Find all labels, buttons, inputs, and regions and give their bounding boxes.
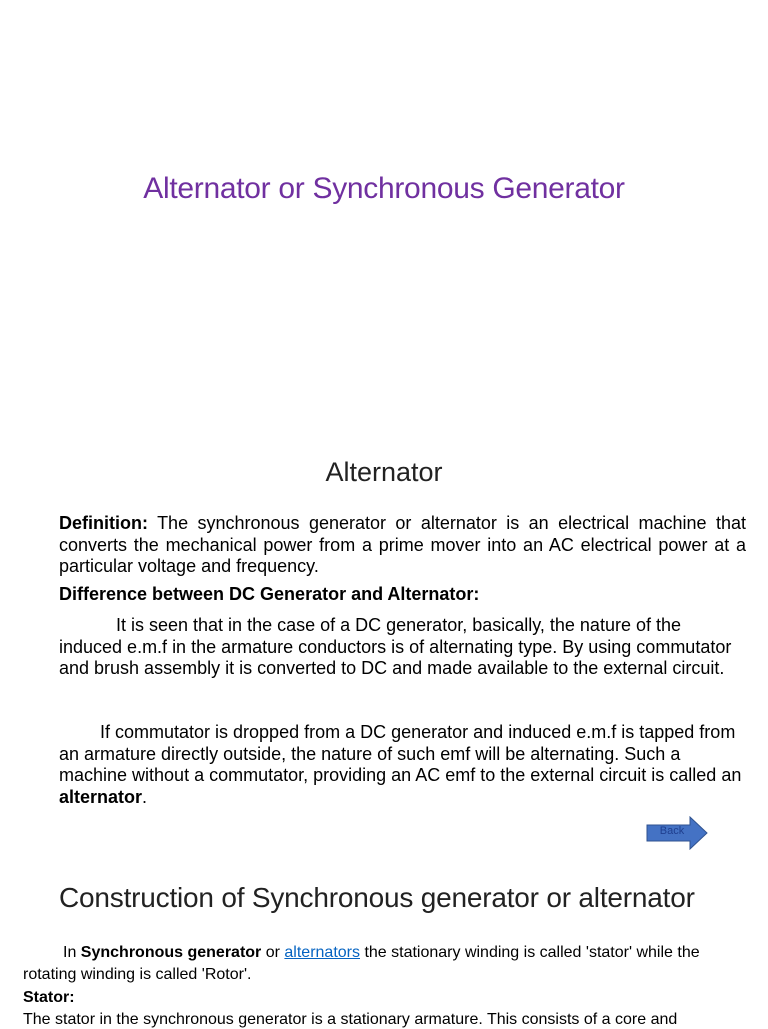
stator-text: The stator in the synchronous generator is a stationary armature. This consists of a core and (23, 1011, 678, 1028)
definition-text: The synchronous generator or alternator is an electrical machine that converts the mechanical power from a prime mover into an AC electrical power at a particular voltage and frequency. (59, 513, 746, 576)
intro-or: or (261, 944, 285, 961)
construction-heading: Construction of Synchronous generator or alternator (59, 882, 695, 913)
period: . (142, 786, 148, 807)
paragraph-text: If commutator is dropped from a DC generator and induced e.m.f is tapped from an armature directly outside, the nature of such emf will be alternating. Such a machine without a commutator, providing an AC emf to the external circuit is called an (59, 722, 742, 785)
stator-label: Stator: (23, 989, 75, 1006)
title-slide (0, 0, 768, 440)
slide-heading: Alternator (325, 457, 443, 487)
intro-rest: the stationary winding is called 'stator' while the rotating winding is called 'Rotor'. (23, 944, 700, 983)
intro-paragraph (23, 942, 743, 986)
alternator-slide (0, 440, 768, 860)
definition-paragraph (59, 513, 746, 578)
construction-slide (0, 860, 768, 1028)
slide-title: Alternator or Synchronous Generator (143, 172, 625, 205)
difference-heading: Difference between DC Generator and Alternator: (59, 584, 480, 604)
synchronous-generator-term: Synchronous generator (80, 944, 262, 961)
back-label: Back (659, 825, 685, 837)
back-button[interactable] (646, 816, 708, 850)
dc-generator-paragraph (59, 615, 746, 680)
commutator-paragraph (59, 722, 746, 808)
paragraph-text: It is seen that in the case of a DC generator, basically, the nature of the induced e.m.f in the armature conductors is of alternating type. By using commutator and brush assembly it is converted to DC and made available to the external circuit. (59, 615, 732, 678)
definition-label: Definition: (59, 513, 148, 533)
intro-prefix: In (63, 944, 81, 961)
alternators-link[interactable]: alternators (284, 944, 360, 961)
alternator-term: alternator (59, 786, 143, 807)
